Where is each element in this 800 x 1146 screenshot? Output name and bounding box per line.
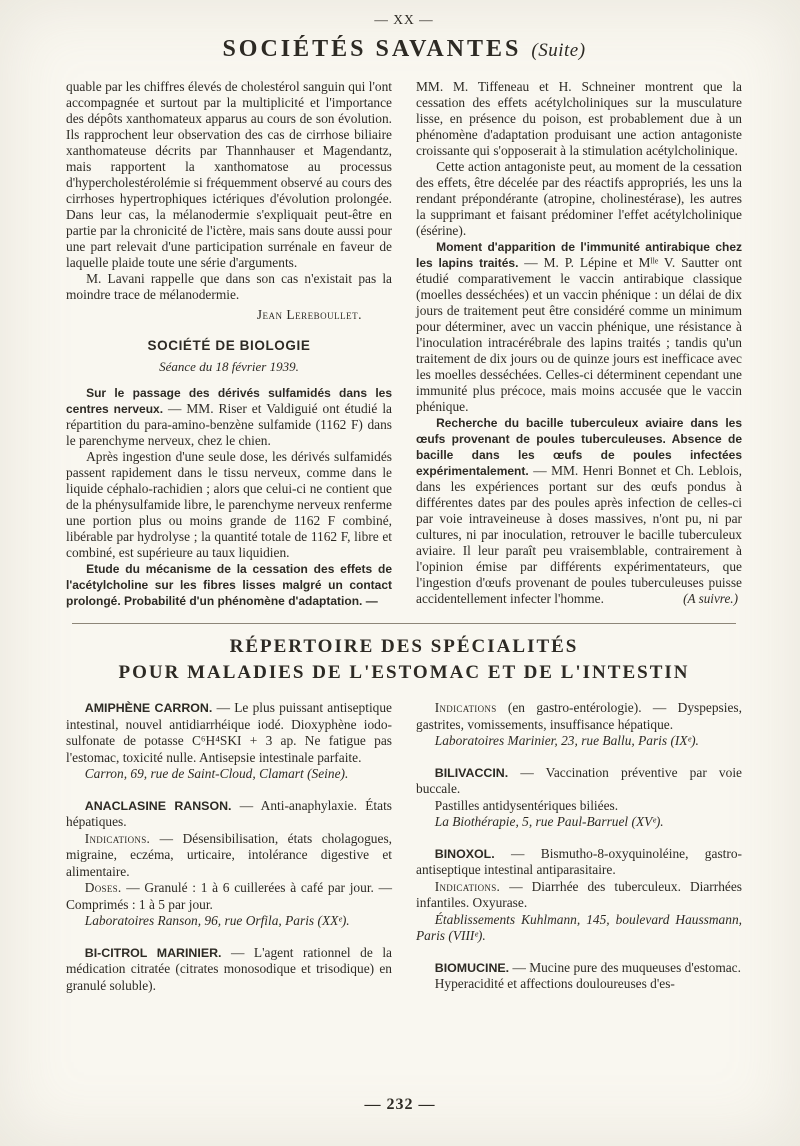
indications-paragraph: [416, 879, 742, 912]
main-title-suite: (Suite): [531, 40, 586, 61]
societes-right-column: [416, 79, 742, 609]
doses-paragraph: [66, 880, 392, 913]
laboratory-address: Laboratoires Marinier, 23, rue Ballu, Paris (IXᵉ).: [434, 733, 699, 748]
body-paragraph: MM. M. Tiffeneau et H. Schneiner montrent que la cessation des effets acétylcholiniques sur la musculature lisse, en présence du poison, est probablement due à un phénomène d'adaptation produisant une action antagoniste croissante qui s'opposerait à la stimulation acétylcholinique.: [416, 79, 742, 158]
main-title-text: SOCIÉTÉS SAVANTES: [222, 36, 522, 62]
communication-paragraph: [416, 415, 742, 607]
product-description: — Bismutho-8-oxyquinoléine, gastro-antiseptique intestinal antiparasitaire.: [416, 845, 742, 877]
repertoire-entry-bilivaccin: [416, 765, 742, 831]
laboratory-address: Carron, 69, rue de Saint-Cloud, Clamart (Seine).: [84, 766, 349, 781]
indications-text: (en gastro-entérologie). — Dyspepsies, gastrites, vomissements, insuffisance hépatique.: [416, 700, 742, 732]
body-paragraph: M. Lavani rappelle que dans son cas n'existait pas la moindre trace de mélanodermie.: [66, 271, 392, 302]
page-number-top: — XX —: [374, 12, 434, 27]
communication-title: Moment d'apparition de l'immunité antirabique chez les lapins traités.: [416, 240, 742, 270]
repertoire-left-column: [66, 700, 392, 994]
indications-label: Indications.: [84, 830, 151, 846]
product-name: BINOXOL.: [434, 846, 495, 861]
product-paragraph: [416, 765, 742, 798]
repertoire-right-column: [416, 700, 742, 994]
product-paragraph: [66, 945, 392, 995]
societes-columns: [66, 79, 742, 609]
doses-label: Doses.: [84, 880, 122, 895]
repertoire-entry-bicitrol-continued: [416, 700, 742, 750]
repertoire-entry-anaclasine: [66, 798, 392, 930]
product-paragraph: [416, 846, 742, 879]
product-name: AMIPHÈNE CARRON.: [84, 701, 213, 715]
indications-label: Indications.: [434, 878, 501, 894]
repertoire-columns: [66, 700, 742, 994]
product-name: ANACLASINE RANSON.: [84, 798, 232, 813]
communication-title: Sur le passage des dérivés sulfamidés dans les centres nerveux.: [66, 386, 392, 416]
indications-paragraph: [416, 700, 742, 733]
indications-paragraph: [66, 831, 392, 881]
section-divider: [72, 623, 736, 624]
product-note: Hyperacidité et affections douloureuses d'es-: [434, 976, 675, 991]
main-title: [66, 36, 742, 63]
laboratory-address: La Biothérapie, 5, rue Paul-Barruel (XVᵉ).: [434, 814, 664, 829]
product-description: — Anti-anaphylaxie. États hépatiques.: [66, 797, 392, 829]
body-paragraph: Cette action antagoniste peut, au moment de la cessation des effets, être décelée par des réactifs appropriés, les uns la rendant prépondérante (atropine, cholinestérase), les autres la supprimant et faisant prédominer l'effet acétylcholinique (ésérine).: [416, 159, 742, 238]
product-paragraph: [416, 960, 742, 977]
body-paragraph: Après ingestion d'une seule dose, les dérivés sulfamidés passent rapidement dans le tissu nerveux, comme dans le liquide céphalo-rachidien ; alors que celui-ci ne contient que de la phénysulfamide libre, le parenchyme nerveux renferme une portion plus ou moins grande de 1162 F combiné, libérable par hydrolyse ; la quantité totale de 1162 F, libre et combiné, est supérieure au taux liquidien.: [66, 449, 392, 560]
product-note: Pastilles antidysentériques biliées.: [434, 797, 619, 813]
communication-title: Recherche du bacille tuberculeux aviaire dans les œufs provenant de poules tuberculeuses. Absence de bacille dans les œufs de poules infectées expérimentalement.: [416, 416, 742, 478]
repertoire-entry-amiphene: [66, 700, 392, 783]
communication-paragraph: [66, 561, 392, 609]
page-number-bottom: — 232 —: [364, 1096, 436, 1113]
repertoire-title-line1: RÉPERTOIRE DES SPÉCIALITÉS: [229, 636, 579, 657]
product-name: BILIVACCIN.: [434, 765, 509, 780]
communication-paragraph: [66, 385, 392, 449]
societes-left-column: [66, 79, 392, 609]
repertoire-entry-bicitrol: [66, 945, 392, 995]
body-paragraph: quable par les chiffres élevés de cholestérol sanguin qui l'ont accompagnée et surtout par la multiplicité et l'importance des dépôts xanthomateux apparus au cours de son évolution. Ils rapprochent leur observation des cas de cirrhose biliaire xanthomateuse décrits par Thannhauser et Magendantz, mais rapportent la xanthomatose au processus d'hypercholestérolémie si fréquemment observé au cours des cirrhoses hypertrophiques ictériques d'évolution prolongée. Dans leur cas, la mélanodermie s'expliquait peut-être en partie par la chronicité de l'ictère, mais sans doute aussi pour une part relevait d'une participation surrénale en faveur de laquelle plaide toute une série d'arguments.: [66, 79, 392, 270]
doses-text: — Granulé : 1 à 6 cuillerées à café par jour. — Comprimés : 1 à 5 par jour.: [66, 880, 392, 912]
indications-label: Indications: [434, 700, 497, 715]
product-paragraph: [66, 798, 392, 831]
society-heading: SOCIÉTÉ DE BIOLOGIE: [147, 338, 311, 353]
repertoire-entry-binoxol: [416, 846, 742, 945]
author-signature: Jean Lereboullet.: [256, 307, 362, 322]
communication-body: — MM. Henri Bonnet et Ch. Leblois, dans les expériences portant sur des œufs pondus à différentes dates par des poules après infection de celles-ci par voie intraveineuse à doses massives, n'ont pu, ni par cultures, ni par inoculation, retrouver le bacille tuberculeux aviaire. Il leur paraît peu vraisemblable, contrairement à l'opinion émise par différents expérimentateurs, que l'ingestion d'œufs provenant de poules tuberculeuses puisse accidentellement infecter l'homme.: [416, 463, 742, 606]
indications-text: — Désensibilisation, états cholagogues, migraine, eczéma, urticaire, intolérance digestive et alimentaire.: [66, 830, 392, 879]
a-suivre-note: (A suivre.): [683, 591, 738, 606]
product-paragraph: [66, 700, 392, 766]
product-description: — L'agent rationnel de la médication citratée (citrates monosodique et trisodique) en granulé soluble).: [66, 944, 392, 993]
communication-body: — MM. Riser et Valdiguié ont étudié la répartition du para-amino-benzène sulfamide (1162 F) dans le parenchyme nerveux, chez le chien.: [66, 401, 392, 448]
product-name: BI-CITROL MARINIER.: [84, 945, 222, 960]
laboratory-address: Établissements Kuhlmann, 145, boulevard Haussmann, Paris (VIIIᵉ).: [416, 911, 742, 943]
product-description: — Le plus puissant antiseptique intestinal, nouvel antidiarrhéique iodé. Dioxyphène iodo-sulfonate de potasse C⁶H⁴SKI + 3 ap. Ne fatigue pas l'estomac, toxicité nulle. Antisepsie intestinale parfaite.: [66, 700, 393, 765]
product-name: BIOMUCINE.: [434, 960, 510, 975]
session-date: Séance du 18 février 1939.: [159, 359, 299, 374]
laboratory-address: Laboratoires Ranson, 96, rue Orfila, Paris (XXᵉ).: [84, 913, 350, 928]
product-description: — Mucine pure des muqueuses d'estomac.: [509, 959, 741, 975]
repertoire-title-line2: POUR MALADIES DE L'ESTOMAC ET DE L'INTESTIN: [118, 662, 690, 683]
indications-text: — Diarrhée des tuberculeux. Diarrhées infantiles. Oxyurase.: [416, 878, 742, 910]
repertoire-title: [66, 634, 742, 686]
communication-paragraph: [416, 239, 742, 415]
communication-body: — M. P. Lépine et Mˡˡᵉ V. Sautter ont étudié comparativement le vaccin antirabique classique (moelles desséchées) et un vaccin phénique : un délai de dix jours de traitement peut être considéré comme un minimum pour déterminer, avec un vaccin phénique, une résistance à l'inoculation intracérébrale des lapins traités ; tandis qu'un traitement de dix jours ou de quinze jours est inefficace avec les moelles desséchées. Celles-ci déterminent cependant une immunité plus précoce, mais moins accusée que le vaccin phénique.: [416, 255, 742, 414]
product-description: — Vaccination préventive par voie buccale.: [416, 764, 742, 796]
repertoire-entry-biomucine: [416, 960, 742, 993]
communication-title: Etude du mécanisme de la cessation des effets de l'acétylcholine sur les fibres lisses malgré un contact prolongé. Probabilité d'un phénomène d'adaptation. —: [66, 562, 392, 608]
